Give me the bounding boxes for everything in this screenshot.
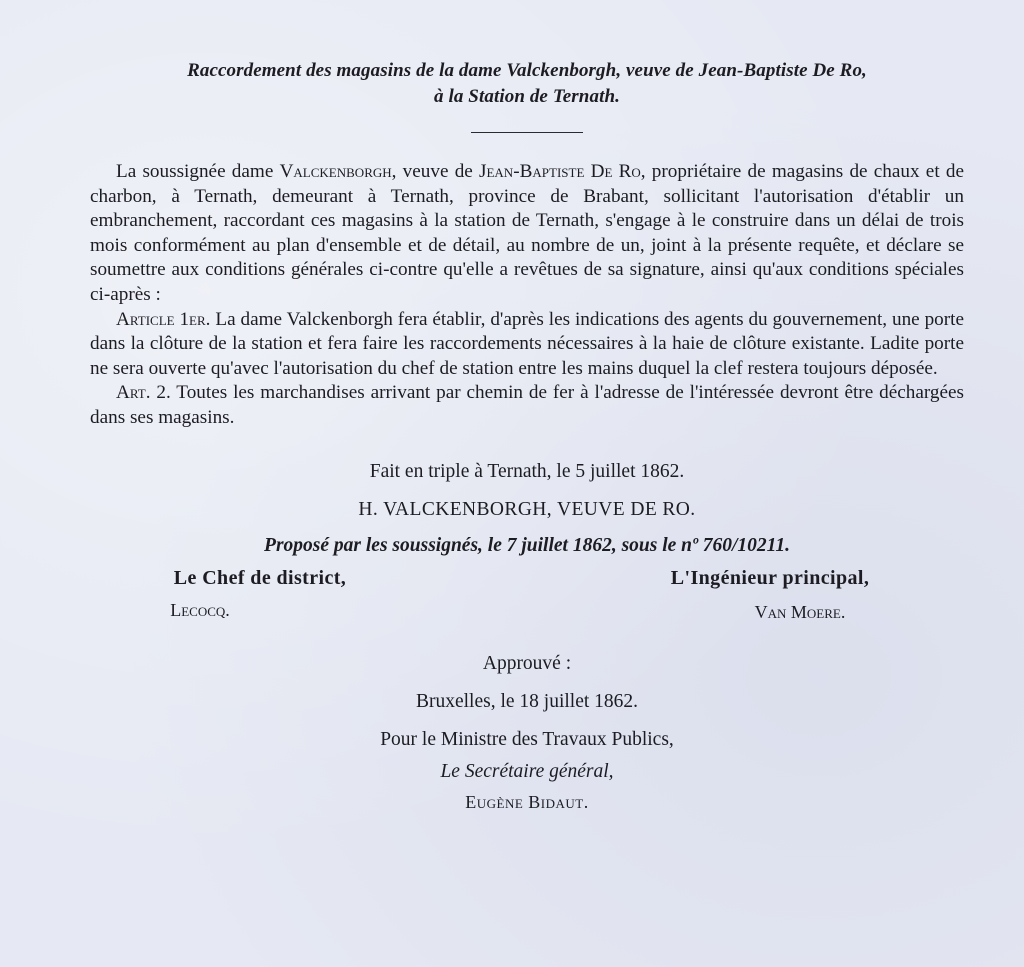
secretary-title: Le Secrétaire général, [440, 760, 614, 782]
chef-role: Le Chef de district, [173, 566, 347, 589]
title-line-2: à la Station de Ternath. [434, 86, 620, 107]
proposal-line: Proposé par les soussignés, le 7 juillet 1862, sous le nº 760/10211. [264, 534, 790, 556]
article-2-label: Art. 2. [116, 382, 171, 404]
para-rest: , propriétaire de magasins de chaux et de charbon, à Ternath, demeurant à Ternath, province de Brabant, sollicitant l'autorisation d'établir un embranchement, raccordant ces magasins à la station de Ternath, s'engage à le construire dans un délai de trois mois conformément au plan d'ensemble et de détail, au nombre de un, joint à la présente requête, et déclare se soumettre aux conditions générales ci-contre qu'elle a revêtues de sa signature, ainsi qu'aux conditions spéciales ci-après : [90, 161, 964, 305]
officials-signatures [90, 565, 964, 637]
minister-line: Pour le Ministre des Travaux Publics, [380, 728, 674, 750]
article-1-label: Article 1er. [116, 308, 211, 330]
chef-name: Lecocq. [170, 599, 230, 620]
article-2-text: Toutes les marchandises arrivant par chemin de fer à l'adresse de l'intéressée devront être déchargées dans ses magasins. [90, 382, 964, 428]
title-line-1: Raccordement des magasins de la dame Valckenborgh, veuve de Jean-Baptiste De Ro, [187, 60, 867, 81]
title-divider [471, 132, 583, 133]
paragraph-article-1 [90, 308, 964, 382]
approval-date: Bruxelles, le 18 juillet 1862. [415, 690, 639, 712]
applicant-name: Valckenborgh [279, 161, 392, 182]
dated-line: Fait en triple à Ternath, le 5 juillet 1862. [369, 460, 685, 482]
document-page [90, 58, 964, 815]
chef-de-district-block [140, 565, 380, 623]
ingenieur-name: Van Moere. [754, 601, 846, 622]
applicant-signature: H. VALCKENBORGH, VEUVE DE RO. [358, 498, 696, 520]
paragraph-request [90, 160, 964, 308]
para-lead: La soussignée dame [116, 161, 280, 182]
paragraph-article-2 [90, 381, 964, 430]
approval-heading: Approuvé : [482, 652, 572, 674]
secretary-name: Eugène Bidaut. [465, 791, 589, 812]
document-body [90, 160, 964, 431]
ingenieur-role: L'Ingénieur principal, [670, 566, 870, 589]
document-title [90, 58, 964, 110]
para-mid: , veuve de [391, 161, 480, 182]
article-1-text: La dame Valckenborgh fera établir, d'après les indications des agents du gouvernement, une porte dans la clôture de la station et fera faire les raccordements nécessaires à la haie de clôture existante. Ladite porte ne sera ouverte qu'avec l'autorisation du chef de station entre les mains duquel la clef restera toujours déposée. [90, 308, 964, 379]
husband-name: Jean-Baptiste De Ro [479, 161, 641, 182]
ingenieur-block [620, 565, 920, 625]
